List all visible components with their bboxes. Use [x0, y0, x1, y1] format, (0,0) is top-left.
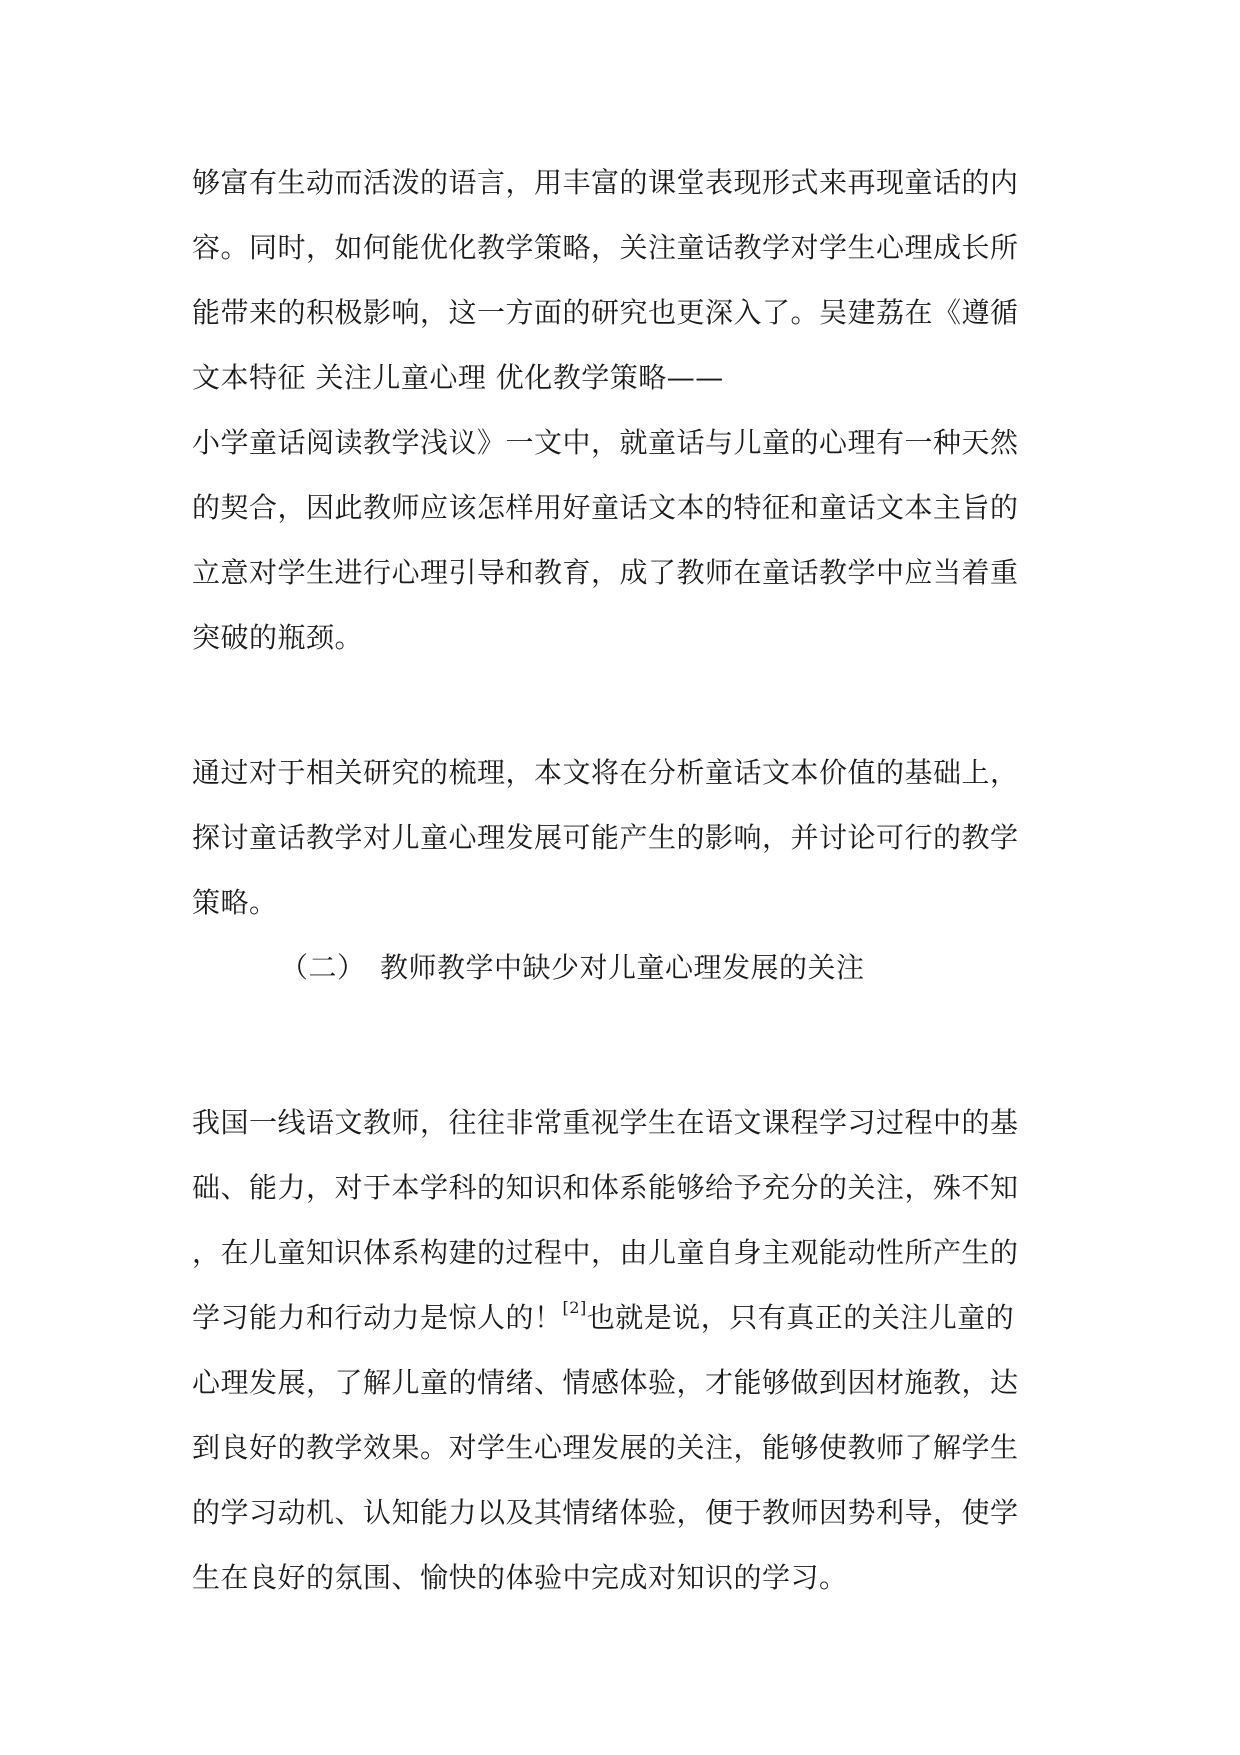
paragraph-3-line-6: 到良好的教学效果。对学生心理发展的关注，能够使教师了解学生	[192, 1431, 1019, 1464]
paragraph-3-line-5: 心理发展，了解儿童的情绪、情感体验，才能够做到因材施教，达	[192, 1366, 1019, 1399]
paragraph-1-line-1: 够富有生动而活泼的语言，用丰富的课堂表现形式来再现童话的内	[192, 166, 1019, 199]
citation-reference[interactable]: [2]	[562, 1298, 587, 1317]
section-heading	[280, 950, 865, 986]
paragraph-1-line-8: 突破的瓶颈。	[192, 621, 364, 654]
paragraph-2-line-1: 通过对于相关研究的梳理，本文将在分析童话文本价值的基础上，	[192, 756, 1019, 789]
paragraph-3-line-1: 我国一线语文教师，往往非常重视学生在语文课程学习过程中的基	[192, 1106, 1019, 1139]
paragraph-1-line-4: 文本特征 关注儿童心理 优化教学策略——	[192, 361, 724, 394]
paragraph-1-line-2: 容。同时，如何能优化教学策略，关注童话教学对学生心理成长所	[192, 231, 1019, 264]
paragraph-2-line-2: 探讨童话教学对儿童心理发展可能产生的影响，并讨论可行的教学	[192, 821, 1019, 854]
paragraph-1-line-3: 能带来的积极影响，这一方面的研究也更深入了。吴建荔在《遵循	[192, 296, 1019, 329]
section-number: （二）	[280, 951, 366, 984]
section-title: 教师教学中缺少对儿童心理发展的关注	[380, 951, 865, 984]
paragraph-3-line-4-text-b: 也就是说，只有真正的关注儿童的	[586, 1301, 1015, 1334]
paragraph-3-line-8: 生在良好的氛围、愉快的体验中完成对知识的学习。	[192, 1561, 848, 1594]
paragraph-3-line-3: ，在儿童知识体系构建的过程中，由儿童自身主观能动性所产生的	[192, 1236, 1019, 1269]
paragraph-1-line-7: 立意对学生进行心理引导和教育，成了教师在童话教学中应当着重	[192, 556, 1019, 589]
paragraph-1-line-5: 小学童话阅读教学浅议》一文中，就童话与儿童的心理有一种天然	[192, 426, 1019, 459]
paragraph-3-line-4	[192, 1300, 1014, 1336]
paragraph-3-line-4-text-a: 学习能力和行动力是惊人的！	[192, 1301, 563, 1334]
paragraph-3-line-2: 础、能力，对于本学科的知识和体系能够给予充分的关注，殊不知	[192, 1171, 1019, 1204]
paragraph-3-line-7: 的学习动机、认知能力以及其情绪体验，便于教师因势利导，使学	[192, 1496, 1019, 1529]
paragraph-1-line-6: 的契合，因此教师应该怎样用好童话文本的特征和童话文本主旨的	[192, 491, 1019, 524]
paragraph-2-line-3: 策略。	[192, 886, 278, 919]
